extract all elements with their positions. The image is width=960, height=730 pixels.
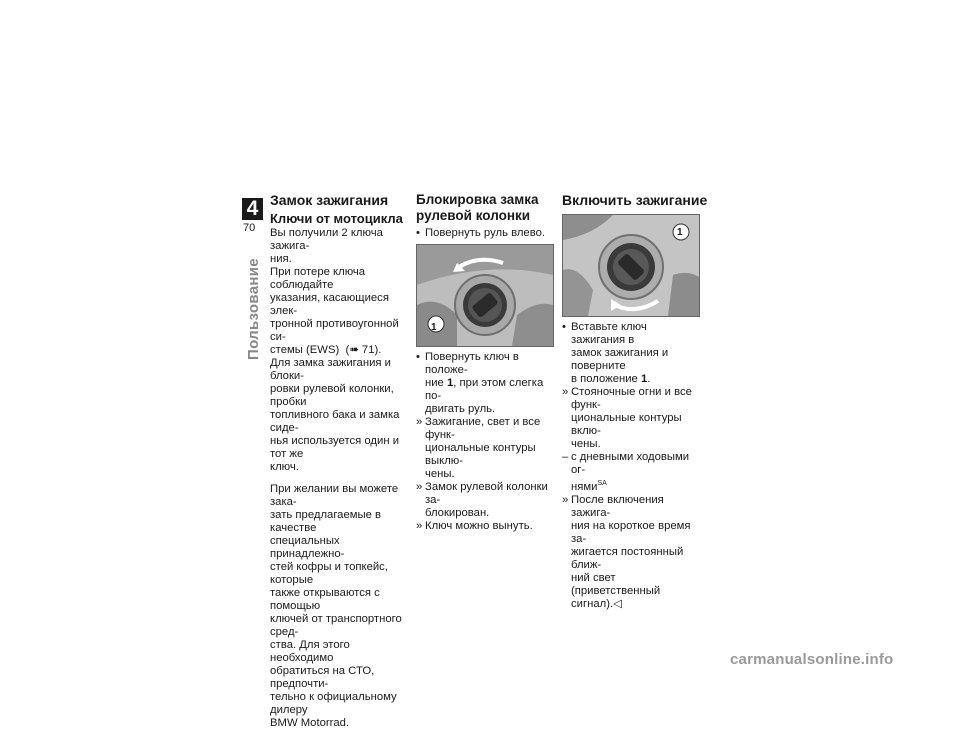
instruction-step: • Повернуть ключ в положе- ние 1, при этом слегка по- двигать руль.: [416, 351, 544, 415]
result-arrow-icon: »: [416, 481, 423, 493]
result-arrow-icon: »: [416, 416, 423, 428]
section-title: Замок зажигания: [270, 192, 389, 208]
bullet-icon: •: [416, 351, 420, 363]
end-mark-icon: ◁: [613, 597, 622, 610]
result-item: » Ключ можно вынуть.: [416, 520, 533, 532]
result-item: » Стояночные огни и все функ- циональные контуры вклю- чены.: [562, 386, 692, 450]
section-title: Включить зажигание: [562, 192, 708, 208]
result-arrow-icon: »: [562, 386, 569, 398]
page-number: 70: [243, 222, 256, 234]
column-ignition-lock: [270, 192, 405, 730]
option-item: – с дневными ходовыми ог- нями$^{SA}$: [562, 451, 690, 493]
page-ref-link[interactable]: 71).: [361, 344, 382, 356]
result-arrow-icon: »: [416, 520, 423, 532]
photo-callout-1: 1: [677, 227, 683, 238]
result-arrow-icon: »: [562, 493, 569, 506]
watermark: carmanualsonline.info: [730, 651, 894, 668]
instruction-step: • Повернуть руль влево.: [416, 227, 546, 239]
column-steering-lock: [416, 192, 554, 533]
photo-callout-1: 1: [431, 322, 437, 333]
option-dash-icon: –: [562, 451, 569, 463]
column-ignition-on: [562, 192, 708, 611]
chapter-number: 4: [242, 198, 263, 220]
instruction-step: • Вставьте ключ зажигания в замок зажигания и поверните в положение 1.: [562, 321, 669, 385]
result-item: » Замок рулевой колонки за- блокирован.: [416, 481, 548, 519]
bullet-icon: •: [416, 227, 420, 239]
page-ref-arrow-icon: ➠: [349, 344, 359, 356]
paragraph-keys: Вы получили 2 ключа зажига- ния. При потере ключа соблюдайте указания, касающиеся элек- тронной противоугонной си- стемы (EWS) (➠ 71). Для замка зажигания и блоки- ровки рулевой колонки, пробки топливного бака и замка сиде- нья используется один и тот же ключ.: [270, 227, 400, 473]
bullet-icon: •: [562, 321, 566, 333]
paragraph-accessories: При желании вы можете зака- зать предлагаемые в качестве специальных принадлежно- стей кофры и топкейс, которые также открываются с помощью ключей от транспортного сред- ства. Для этого необходимо обратиться на СТО, предпочти- тельно к официальному дилеру BMW Motorrad.: [270, 483, 402, 729]
result-item: » Зажигание, свет и все функ- циональные контуры выклю- чены.: [416, 416, 541, 480]
result-item: » После включения зажига- ния на короткое время за- жигается постоянный ближ- ний свет (приветственный сигнал).◁: [562, 493, 691, 610]
section-title: Блокировка замка рулевой колонки: [416, 192, 539, 223]
special-equipment-mark: SA: [597, 480, 607, 487]
subsection-title: Ключи от мотоцикла: [270, 211, 403, 226]
section-label: Пользование: [245, 258, 262, 360]
